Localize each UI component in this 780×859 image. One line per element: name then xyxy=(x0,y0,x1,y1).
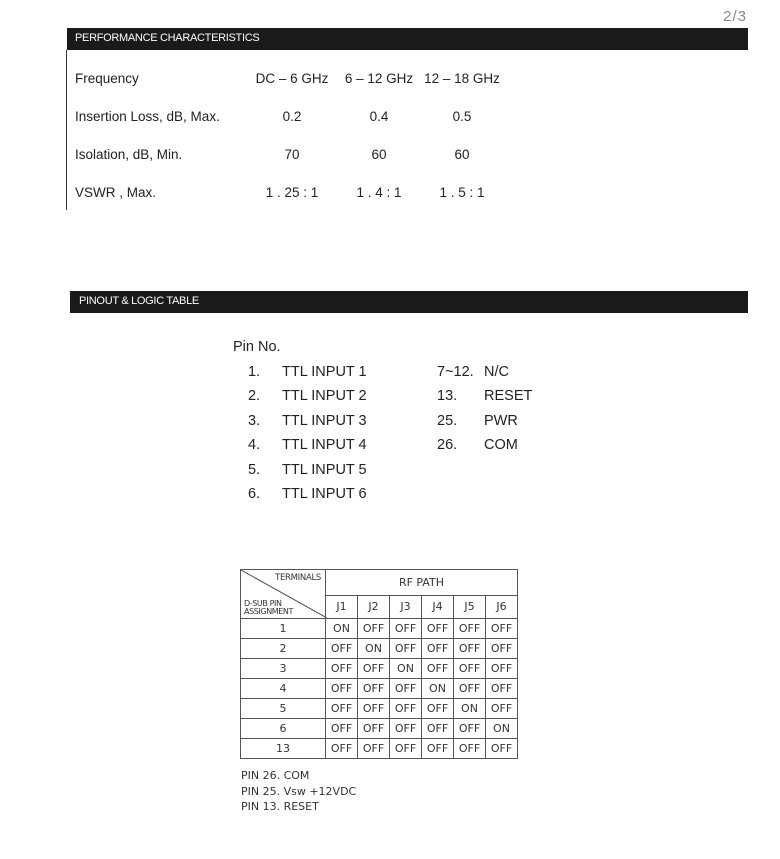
state-cell: OFF xyxy=(390,619,422,639)
pin-name: TTL INPUT 2 xyxy=(282,388,367,405)
pin-number: 4. xyxy=(248,437,261,454)
state-cell: OFF xyxy=(390,719,422,739)
state-cell: OFF xyxy=(422,639,454,659)
state-cell: OFF xyxy=(422,659,454,679)
state-cell: OFF xyxy=(358,679,390,699)
pinout-section-title: PINOUT & LOGIC TABLE xyxy=(79,295,199,307)
column-header: J6 xyxy=(486,595,518,618)
rf-path-header: RF PATH xyxy=(326,570,518,596)
state-cell: OFF xyxy=(358,659,390,679)
pin-notes xyxy=(241,768,356,815)
logic-table xyxy=(240,569,518,759)
pin-number: 3. xyxy=(248,412,261,429)
performance-value: 1 . 4 : 1 xyxy=(356,185,402,200)
state-cell: OFF xyxy=(326,659,358,679)
pin-name: COM xyxy=(484,437,518,454)
state-cell: OFF xyxy=(390,679,422,699)
pin-cell: 1 xyxy=(241,619,326,639)
pin-number: 6. xyxy=(248,486,261,502)
performance-value: 1 . 25 : 1 xyxy=(265,185,319,200)
state-cell: OFF xyxy=(390,699,422,719)
state-cell: OFF xyxy=(326,639,358,659)
pin-cell: 4 xyxy=(241,679,326,699)
dsub-label-line1: D-SUB PIN xyxy=(244,599,282,608)
performance-value: 12 – 18 GHz xyxy=(424,71,500,86)
logic-table-row xyxy=(241,719,518,739)
state-cell: OFF xyxy=(486,639,518,659)
pin-list-heading: Pin No. xyxy=(233,339,281,355)
pin-cell: 3 xyxy=(241,659,326,679)
performance-row-label: Isolation, dB, Min. xyxy=(75,147,183,162)
column-header: J5 xyxy=(454,595,486,618)
pin-note: PIN 25. Vsw +12VDC xyxy=(241,784,357,798)
performance-section-title: PERFORMANCE CHARACTERISTICS xyxy=(75,32,260,44)
performance-value: 1 . 5 : 1 xyxy=(439,185,485,200)
state-cell: OFF xyxy=(454,739,486,759)
state-cell: OFF xyxy=(454,619,486,639)
pin-number: 2. xyxy=(248,388,261,405)
dsub-label-line2: ASSIGNMENT xyxy=(244,607,294,616)
dsub-label xyxy=(244,600,293,616)
pin-number: 1. xyxy=(248,364,261,380)
column-header: J3 xyxy=(390,595,422,618)
state-cell: OFF xyxy=(326,739,358,759)
pin-name: PWR xyxy=(484,412,518,429)
state-cell: OFF xyxy=(486,699,518,719)
performance-divider xyxy=(66,50,67,210)
logic-table-row xyxy=(241,659,518,679)
pin-number: 13. xyxy=(437,388,458,405)
performance-row-label: Insertion Loss, dB, Max. xyxy=(75,109,220,124)
state-cell: ON xyxy=(422,679,454,699)
state-cell: OFF xyxy=(454,679,486,699)
pin-cell: 2 xyxy=(241,639,326,659)
state-cell: OFF xyxy=(390,739,422,759)
state-cell: OFF xyxy=(454,659,486,679)
column-header: J1 xyxy=(326,595,358,618)
state-cell: ON xyxy=(390,659,422,679)
performance-value: 0.4 xyxy=(369,109,389,124)
state-cell: OFF xyxy=(326,719,358,739)
state-cell: OFF xyxy=(326,679,358,699)
pin-note: PIN 13. RESET xyxy=(241,800,319,813)
state-cell: OFF xyxy=(326,699,358,719)
logic-table-row xyxy=(241,699,518,719)
state-cell: ON xyxy=(486,719,518,739)
pin-note: PIN 26. COM xyxy=(241,769,310,782)
pin-name: TTL INPUT 1 xyxy=(282,364,367,380)
pin-name: N/C xyxy=(484,364,509,380)
pin-cell: 5 xyxy=(241,699,326,719)
state-cell: ON xyxy=(454,699,486,719)
pin-number: 7~12. xyxy=(437,364,474,380)
state-cell: OFF xyxy=(390,639,422,659)
state-cell: OFF xyxy=(358,719,390,739)
terminals-label: TERMINALS xyxy=(275,573,321,583)
pin-number: 5. xyxy=(248,461,261,478)
pin-name: TTL INPUT 4 xyxy=(282,437,367,454)
state-cell: OFF xyxy=(486,739,518,759)
pin-name: TTL INPUT 5 xyxy=(282,461,367,478)
pinout-section-header xyxy=(70,291,748,313)
performance-value: DC – 6 GHz xyxy=(255,71,329,86)
column-header: J2 xyxy=(358,595,390,618)
state-cell: ON xyxy=(358,639,390,659)
state-cell: OFF xyxy=(422,739,454,759)
state-cell: OFF xyxy=(358,619,390,639)
pin-name: TTL INPUT 6 xyxy=(282,486,367,502)
logic-table-corner-header xyxy=(241,570,326,619)
pin-number: 25. xyxy=(437,412,458,429)
state-cell: OFF xyxy=(358,699,390,719)
state-cell: OFF xyxy=(486,619,518,639)
state-cell: OFF xyxy=(486,659,518,679)
logic-table-row xyxy=(241,619,518,639)
state-cell: OFF xyxy=(422,719,454,739)
logic-table-row xyxy=(241,639,518,659)
performance-value: 60 xyxy=(454,147,470,162)
performance-row-label: Frequency xyxy=(75,71,139,86)
pin-cell: 6 xyxy=(241,719,326,739)
state-cell: OFF xyxy=(422,619,454,639)
performance-value: 0.5 xyxy=(452,109,472,124)
performance-section-header xyxy=(67,28,748,50)
state-cell: ON xyxy=(326,619,358,639)
performance-value: 60 xyxy=(371,147,387,162)
pin-number: 26. xyxy=(437,437,458,454)
performance-value: 6 – 12 GHz xyxy=(344,71,414,86)
state-cell: OFF xyxy=(422,699,454,719)
performance-row-label: VSWR , Max. xyxy=(75,185,157,200)
performance-value: 0.2 xyxy=(282,109,302,124)
pin-cell: 13 xyxy=(241,739,326,759)
page-number: 2/3 xyxy=(723,8,747,25)
state-cell: OFF xyxy=(454,639,486,659)
state-cell: OFF xyxy=(486,679,518,699)
pin-name: TTL INPUT 3 xyxy=(282,412,367,429)
state-cell: OFF xyxy=(454,719,486,739)
column-header: J4 xyxy=(422,595,454,618)
logic-table-row xyxy=(241,679,518,699)
pin-name: RESET xyxy=(484,388,533,405)
logic-table-body xyxy=(241,619,518,759)
performance-value: 70 xyxy=(284,147,300,162)
state-cell: OFF xyxy=(358,739,390,759)
logic-table-row xyxy=(241,739,518,759)
